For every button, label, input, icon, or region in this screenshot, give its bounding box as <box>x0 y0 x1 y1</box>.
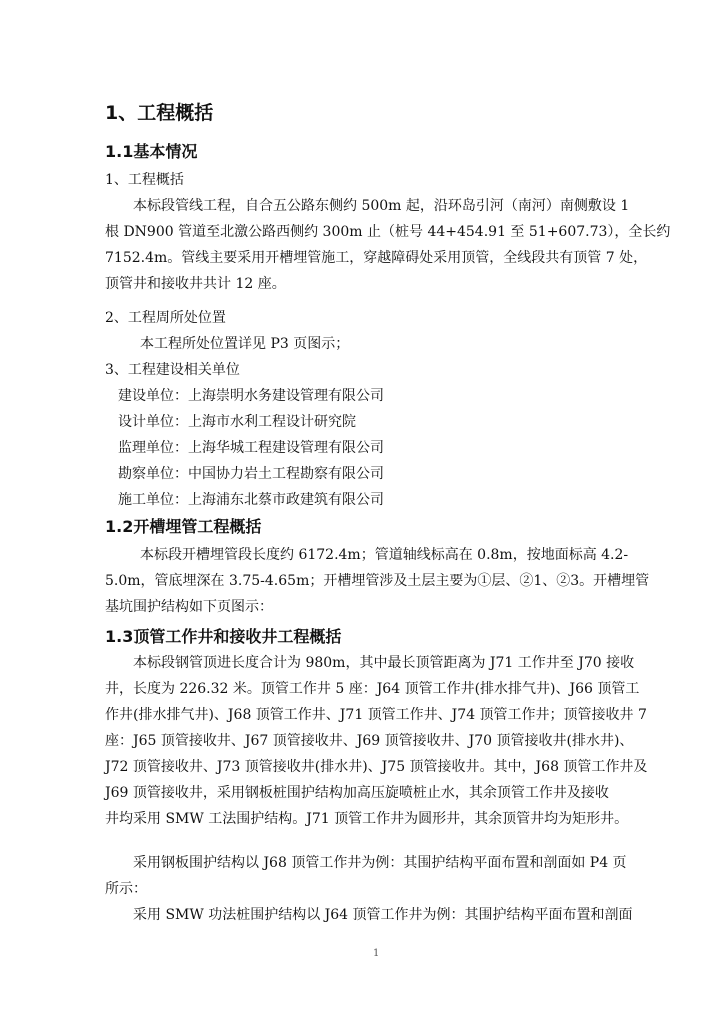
unit-line: 勘察单位：中国协力岩土工程勘察有限公司 <box>118 466 384 482</box>
paragraph-line: J69 顶管接收井，采用钢板桩围护结构加高压旋喷桩止水，其余顶管工作井及接收 <box>105 785 609 801</box>
paragraph-line: 采用钢板围护结构以 J68 顶管工作井为例：其围护结构平面布置和剖面如 P4 页 <box>133 855 627 871</box>
paragraph-line: 本工程所处位置详见 P3 页图示； <box>140 336 350 352</box>
paragraph-line: 顶管井和接收井共计 12 座。 <box>105 276 286 292</box>
paragraph-line: 根 DN900 管道至北激公路西侧约 300m 止（桩号 44+454.91 至 51+607.73），全长约 <box>105 224 671 240</box>
paragraph-line: 座：J65 顶管接收井、J67 顶管接收井、J69 顶管接收井、J70 顶管接收井(排水井)、 <box>105 733 634 749</box>
paragraph-line: 5.0m，管底埋深在 3.75-4.65m；开槽埋管涉及土层主要为①层、②1、②3。开槽埋管 <box>105 573 650 589</box>
paragraph-line: 井，长度为 226.32 米。顶管工作井 5 座：J64 顶管工作井(排水排气井)、J66 顶管工 <box>105 681 640 697</box>
paragraph-line: 基坑围护结构如下页图示： <box>105 599 273 615</box>
subheading: 3、工程建设相关单位 <box>105 362 240 378</box>
unit-line: 设计单位：上海市水利工程设计研究院 <box>118 414 356 430</box>
unit-line: 监理单位：上海华城工程建设管理有限公司 <box>118 440 384 456</box>
paragraph-line: 井均采用 SMW 工法围护结构。J71 顶管工作井为圆形井，其余顶管井均为矩形井。 <box>105 811 629 827</box>
paragraph-line: 所示： <box>105 881 147 897</box>
unit-line: 建设单位：上海崇明水务建设管理有限公司 <box>118 388 384 404</box>
paragraph-line: 7152.4m。管线主要采用开槽埋管施工，穿越障碍处采用顶管，全线段共有顶管 7 处， <box>105 250 648 266</box>
paragraph-line: 本标段管线工程，自合五公路东侧约 500m 起，沿环岛引河（南河）南侧敷设 1 <box>133 198 630 214</box>
subheading: 1、工程概括 <box>105 172 184 188</box>
paragraph-line: 作井(排水排气井)、J68 顶管工作井、J71 顶管工作井、J74 顶管工作井；顶管接收井 7 <box>105 707 647 723</box>
heading-1-1: 1.1基本情况 <box>105 142 198 161</box>
unit-line: 施工单位：上海浦东北蔡市政建筑有限公司 <box>118 492 384 508</box>
paragraph-line: 采用 SMW 功法桩围护结构以 J64 顶管工作井为例：其围护结构平面布置和剖面 <box>133 907 633 923</box>
page-number: 1 <box>373 948 380 959</box>
paragraph-line: J72 顶管接收井、J73 顶管接收井(排水井)、J75 顶管接收井。其中，J68 顶管工作井及 <box>105 759 648 775</box>
section-heading-1: 1、工程概括 <box>105 102 214 124</box>
heading-1-3: 1.3顶管工作井和接收井工程概括 <box>105 627 342 646</box>
heading-1-2: 1.2开槽埋管工程概括 <box>105 517 262 536</box>
paragraph-line: 本标段钢管顶进长度合计为 980m，其中最长顶管距离为 J71 工作井至 J70 接收 <box>133 655 635 671</box>
subheading: 2、工程周所处位置 <box>105 310 226 326</box>
paragraph-line: 本标段开槽埋管段长度约 6172.4m；管道轴线标高在 0.8m，按地面标高 4.2- <box>140 547 629 563</box>
